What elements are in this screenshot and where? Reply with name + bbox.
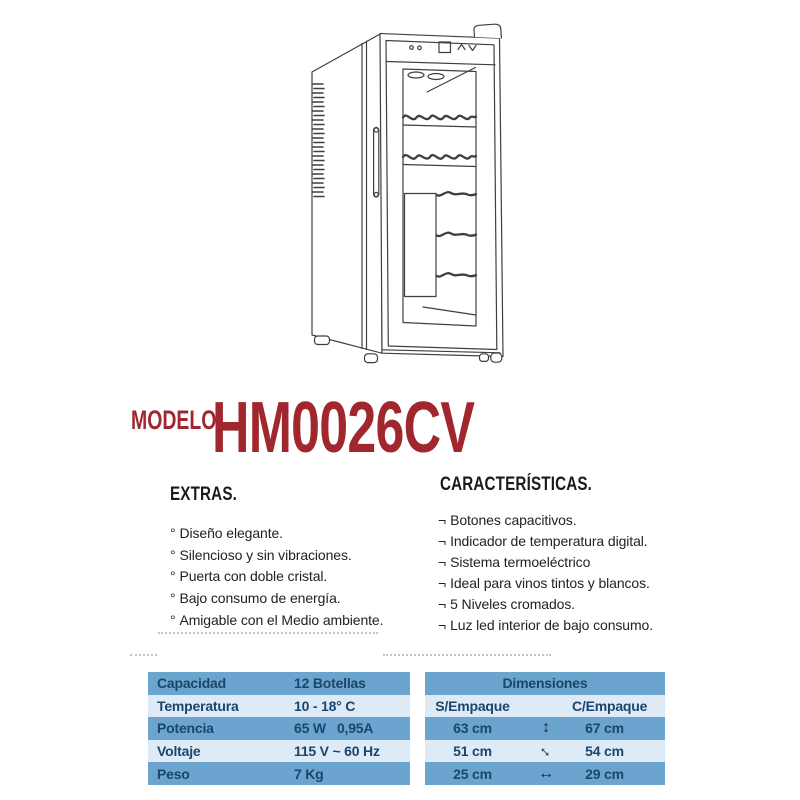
dash-bullet-icon: ¬	[438, 512, 447, 528]
dimensions-header-row	[425, 695, 665, 718]
table-row	[148, 672, 410, 695]
dimension-value: 51 cm	[453, 743, 492, 760]
spec-value: 7 Kg	[294, 765, 324, 782]
degree-bullet-icon: °	[170, 568, 176, 585]
list-item-text: Puerta con doble cristal.	[179, 568, 328, 585]
dimensions-table	[425, 672, 665, 785]
table-row	[425, 762, 665, 785]
table-row	[148, 717, 410, 740]
extras-list	[170, 523, 383, 632]
dotted-separator	[383, 654, 551, 656]
dotted-separator	[130, 654, 157, 656]
spec-label: Temperatura	[157, 697, 239, 714]
list-item-text: Sistema termoeléctrico	[450, 554, 591, 570]
list-item	[170, 610, 383, 632]
list-item-text: 5 Niveles cromados.	[450, 596, 576, 612]
table-row	[425, 740, 665, 763]
specs-table	[148, 672, 410, 785]
list-item	[438, 510, 653, 531]
list-item-text: Silencioso y sin vibraciones.	[179, 546, 352, 563]
dash-bullet-icon: ¬	[438, 533, 447, 549]
extras-heading: EXTRAS.	[170, 484, 237, 505]
features-list	[438, 510, 653, 636]
list-item-text: Luz led interior de bajo consumo.	[450, 617, 654, 633]
spec-value: 65 W 0,95A	[294, 720, 374, 737]
list-item-text: Botones capacitivos.	[450, 512, 577, 528]
dimension-value: 29 cm	[585, 765, 624, 782]
model-label: MODELO	[131, 405, 217, 435]
door-handle	[374, 128, 379, 198]
table-row	[425, 717, 665, 740]
dash-bullet-icon: ¬	[438, 617, 447, 633]
table-row	[148, 740, 410, 763]
dimension-value: 63 cm	[453, 720, 492, 737]
list-item	[438, 594, 653, 615]
degree-bullet-icon: °	[170, 590, 176, 607]
list-item	[438, 531, 653, 552]
degree-bullet-icon: °	[170, 546, 176, 563]
features-heading: CARACTERÍSTICAS.	[440, 474, 593, 495]
list-item	[170, 566, 383, 588]
column-header: C/Empaque	[572, 697, 648, 714]
list-item	[438, 615, 653, 636]
spec-label: Capacidad	[157, 675, 226, 692]
list-item-text: Amigable con el Medio ambiente.	[179, 611, 384, 628]
model-number: HM0026CV	[212, 388, 475, 468]
spec-value: 10 - 18° C	[294, 697, 356, 714]
dimensions-title: Dimensiones	[502, 675, 588, 691]
dimension-value: 25 cm	[453, 765, 492, 782]
spec-label: Potencia	[157, 720, 214, 737]
interior-panel	[405, 194, 437, 297]
list-item	[438, 552, 653, 573]
list-item	[170, 545, 383, 567]
list-item	[170, 523, 383, 545]
dimensions-title-row	[425, 672, 665, 695]
spec-value: 115 V ~ 60 Hz	[294, 743, 380, 760]
list-item	[170, 588, 383, 610]
spec-label: Voltaje	[157, 743, 201, 760]
dash-bullet-icon: ¬	[438, 596, 447, 612]
diagonal-double-arrow-icon: ↔	[534, 739, 558, 763]
horizontal-double-arrow-icon: ↔	[538, 764, 554, 782]
dash-bullet-icon: ¬	[438, 575, 447, 591]
list-item-text: Indicador de temperatura digital.	[450, 533, 648, 549]
vertical-double-arrow-icon: ↕	[542, 719, 550, 737]
top-hinge	[474, 24, 501, 38]
list-item	[438, 573, 653, 594]
list-item-text: Diseño elegante.	[179, 525, 283, 541]
dimension-value: 67 cm	[585, 720, 624, 737]
dash-bullet-icon: ¬	[438, 554, 447, 570]
degree-bullet-icon: °	[170, 525, 176, 541]
dotted-separator	[158, 632, 378, 634]
list-item-text: Ideal para vinos tintos y blancos.	[450, 575, 650, 591]
spec-value: 12 Botellas	[294, 675, 366, 692]
table-row	[148, 762, 410, 785]
table-row	[148, 695, 410, 718]
dimension-value: 54 cm	[585, 743, 624, 760]
spec-label: Peso	[157, 765, 190, 782]
column-header: S/Empaque	[435, 697, 510, 714]
cabinet-side-panel	[312, 34, 382, 354]
list-item-text: Bajo consumo de energía.	[179, 590, 341, 607]
degree-bullet-icon: °	[170, 611, 176, 628]
